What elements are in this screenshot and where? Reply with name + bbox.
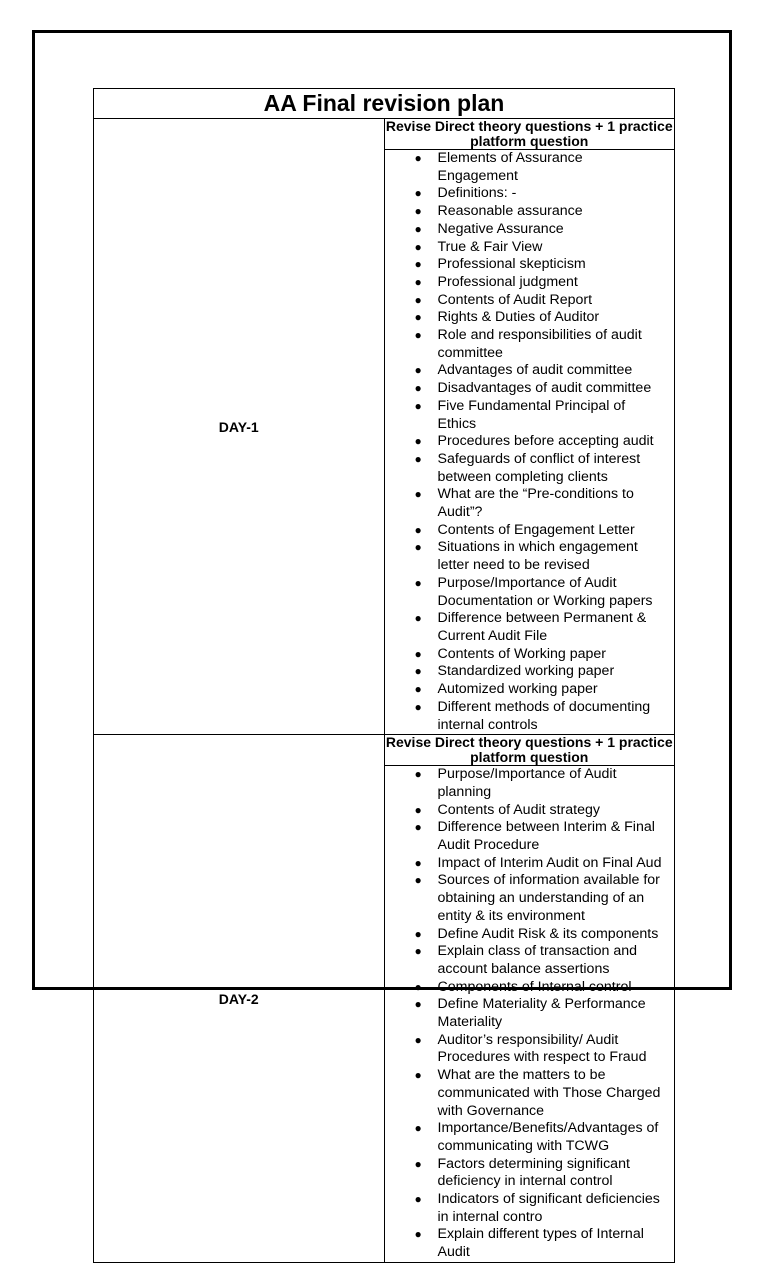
topic-list-item xyxy=(385,1156,675,1191)
topic-text: Rights & Duties of Auditor xyxy=(437,309,600,326)
bullet-icon: ● xyxy=(414,398,422,413)
bullet-icon: ● xyxy=(414,682,422,697)
topic-list-item xyxy=(385,926,675,944)
bullet-icon: ● xyxy=(414,328,422,343)
bullet-icon: ● xyxy=(414,997,422,1012)
day-1-header-row xyxy=(94,119,675,150)
topic-text: What are the matters to be communicated with Those Charged with Governance xyxy=(437,1067,661,1119)
bullet-icon: ● xyxy=(414,944,422,959)
bullet-icon: ● xyxy=(414,221,422,236)
topic-text: Explain different types of Internal Audit xyxy=(437,1226,644,1261)
topic-text: Auditor’s responsibility/ Audit Procedures with respect to Fraud xyxy=(437,1031,647,1066)
topic-list-item xyxy=(385,802,675,820)
bullet-icon: ● xyxy=(414,451,422,466)
topic-text: Contents of Engagement Letter xyxy=(437,521,635,538)
topic-list-item xyxy=(385,1120,675,1155)
bullet-icon: ● xyxy=(414,767,422,782)
topic-list-item xyxy=(385,522,675,540)
day-1-task-header: Revise Direct theory questions + 1 practice platform question xyxy=(385,118,673,149)
topic-text: Explain class of transaction and account balance assertions xyxy=(437,943,638,977)
day-1-topic-list xyxy=(385,150,675,734)
topic-text: Role and responsibilities of audit committee xyxy=(437,327,642,361)
topic-text: Difference between Permanent & Current Audit File xyxy=(437,610,647,644)
topic-list-item xyxy=(385,433,675,451)
bullet-icon: ● xyxy=(414,855,422,870)
day-2-task-header: Revise Direct theory questions + 1 practice platform question xyxy=(385,734,673,766)
day-1-topics-cell xyxy=(384,150,675,735)
topic-list-item xyxy=(385,872,675,925)
bullet-icon: ● xyxy=(414,926,422,941)
topic-text: Define Audit Risk & its components xyxy=(437,925,659,942)
topic-text: Negative Assurance xyxy=(437,220,564,237)
topic-text: Purpose/Importance of Audit planning xyxy=(437,766,617,800)
topic-list-item xyxy=(385,292,675,310)
topic-list-item xyxy=(385,274,675,292)
bullet-icon: ● xyxy=(414,979,422,994)
topic-list-item xyxy=(385,979,675,997)
bullet-icon: ● xyxy=(414,151,422,165)
topic-text: Professional judgment xyxy=(437,273,578,290)
topic-list-item xyxy=(385,699,675,734)
topic-list-item xyxy=(385,646,675,664)
topic-list-item xyxy=(385,943,675,978)
topic-list-item xyxy=(385,575,675,610)
bullet-icon: ● xyxy=(414,274,422,289)
bullet-icon: ● xyxy=(414,1121,422,1136)
topic-text: True & Fair View xyxy=(437,238,543,255)
day-2-label: DAY-2 xyxy=(94,735,385,1263)
day-2-topics-cell xyxy=(384,766,675,1263)
bullet-icon: ● xyxy=(414,699,422,714)
bullet-icon: ● xyxy=(414,1156,422,1171)
topic-list-item xyxy=(385,681,675,699)
topic-text: Standardized working paper xyxy=(437,663,615,680)
topic-list-item xyxy=(385,766,675,801)
bullet-icon: ● xyxy=(414,1068,422,1083)
bullet-icon: ● xyxy=(414,575,422,590)
topic-text: Purpose/Importance of Audit Documentation or Working papers xyxy=(437,574,653,609)
topic-list-item xyxy=(385,362,675,380)
bullet-icon: ● xyxy=(414,186,422,201)
topic-text: Advantages of audit committee xyxy=(437,362,633,379)
topic-text: Importance/Benefits/Advantages of communicating with TCWG xyxy=(437,1120,659,1154)
bullet-icon: ● xyxy=(414,381,422,396)
topic-text: Contents of Audit strategy xyxy=(437,801,600,818)
bullet-icon: ● xyxy=(414,802,422,817)
bullet-icon: ● xyxy=(414,522,422,537)
topic-list-item xyxy=(385,309,675,327)
topic-text: Define Materiality & Performance Materiality xyxy=(437,996,646,1031)
topic-list-item xyxy=(385,539,675,574)
bullet-icon: ● xyxy=(414,1192,422,1207)
topic-list-item xyxy=(385,221,675,239)
topic-list-item xyxy=(385,1226,675,1261)
day-1-label: DAY-1 xyxy=(94,119,385,735)
bullet-icon: ● xyxy=(414,540,422,555)
bullet-icon: ● xyxy=(414,363,422,378)
topic-text: Reasonable assurance xyxy=(437,203,583,220)
topic-list-item xyxy=(385,819,675,854)
topic-list-item xyxy=(385,486,675,521)
topic-list-item xyxy=(385,203,675,221)
title-row xyxy=(94,89,675,119)
topic-list-item xyxy=(385,663,675,681)
topic-list-item xyxy=(385,451,675,486)
topic-text: Contents of Audit Report xyxy=(437,291,593,308)
topic-text: Difference between Interim & Final Audit Procedure xyxy=(437,819,655,854)
topic-text: Factors determining significant deficiency in internal control xyxy=(437,1155,630,1190)
topic-list-item xyxy=(385,150,675,185)
topic-list-item xyxy=(385,380,675,398)
bullet-icon: ● xyxy=(414,611,422,626)
bullet-icon: ● xyxy=(414,873,422,888)
topic-list-item xyxy=(385,855,675,873)
topic-text: Components of Internal control xyxy=(437,978,632,995)
topic-list-item xyxy=(385,239,675,257)
topic-list-item xyxy=(385,256,675,274)
revision-plan-table xyxy=(93,88,675,1263)
topic-text: Safeguards of conflict of interest between completing clients xyxy=(437,450,641,485)
topic-text: Disadvantages of audit committee xyxy=(437,380,652,397)
bullet-icon: ● xyxy=(414,310,422,325)
topic-list-item xyxy=(385,1032,675,1067)
bullet-icon: ● xyxy=(414,239,422,254)
bullet-icon: ● xyxy=(414,487,422,502)
topic-text: What are the “Pre-conditions to Audit”? xyxy=(437,486,634,521)
topic-list-item xyxy=(385,1067,675,1120)
topic-text: Automized working paper xyxy=(437,681,598,698)
day-2-header-row xyxy=(94,735,675,766)
topic-text: Situations in which engagement letter need to be revised xyxy=(437,539,638,574)
topic-list-item xyxy=(385,996,675,1031)
topic-list-item xyxy=(385,1191,675,1226)
bullet-icon: ● xyxy=(414,1032,422,1047)
topic-text: Definitions: - xyxy=(437,185,517,202)
topic-list-item xyxy=(385,185,675,203)
topic-list-item xyxy=(385,398,675,433)
topic-text: Elements of Assurance Engagement xyxy=(437,150,583,184)
topic-text: Different methods of documenting internal controls xyxy=(437,698,651,733)
bullet-icon: ● xyxy=(414,292,422,307)
bullet-icon: ● xyxy=(414,204,422,219)
topic-text: Indicators of significant deficiencies in internal contro xyxy=(437,1191,660,1225)
topic-text: Impact of Interim Audit on Final Aud xyxy=(437,854,662,871)
topic-text: Sources of information available for obtaining an understanding of an entity & its environment xyxy=(437,872,660,924)
topic-list-item xyxy=(385,610,675,645)
topic-text: Contents of Working paper xyxy=(437,645,607,662)
bullet-icon: ● xyxy=(414,1227,422,1242)
bullet-icon: ● xyxy=(414,820,422,835)
topic-list-item xyxy=(385,327,675,362)
bullet-icon: ● xyxy=(414,434,422,449)
topic-text: Five Fundamental Principal of Ethics xyxy=(437,397,626,432)
bullet-icon: ● xyxy=(414,646,422,661)
topic-text: Procedures before accepting audit xyxy=(437,433,654,450)
topic-text: Professional skepticism xyxy=(437,256,586,273)
bullet-icon: ● xyxy=(414,664,422,679)
plan-title: AA Final revision plan xyxy=(94,89,675,119)
bullet-icon: ● xyxy=(414,257,422,272)
day-2-topic-list xyxy=(385,766,675,1262)
